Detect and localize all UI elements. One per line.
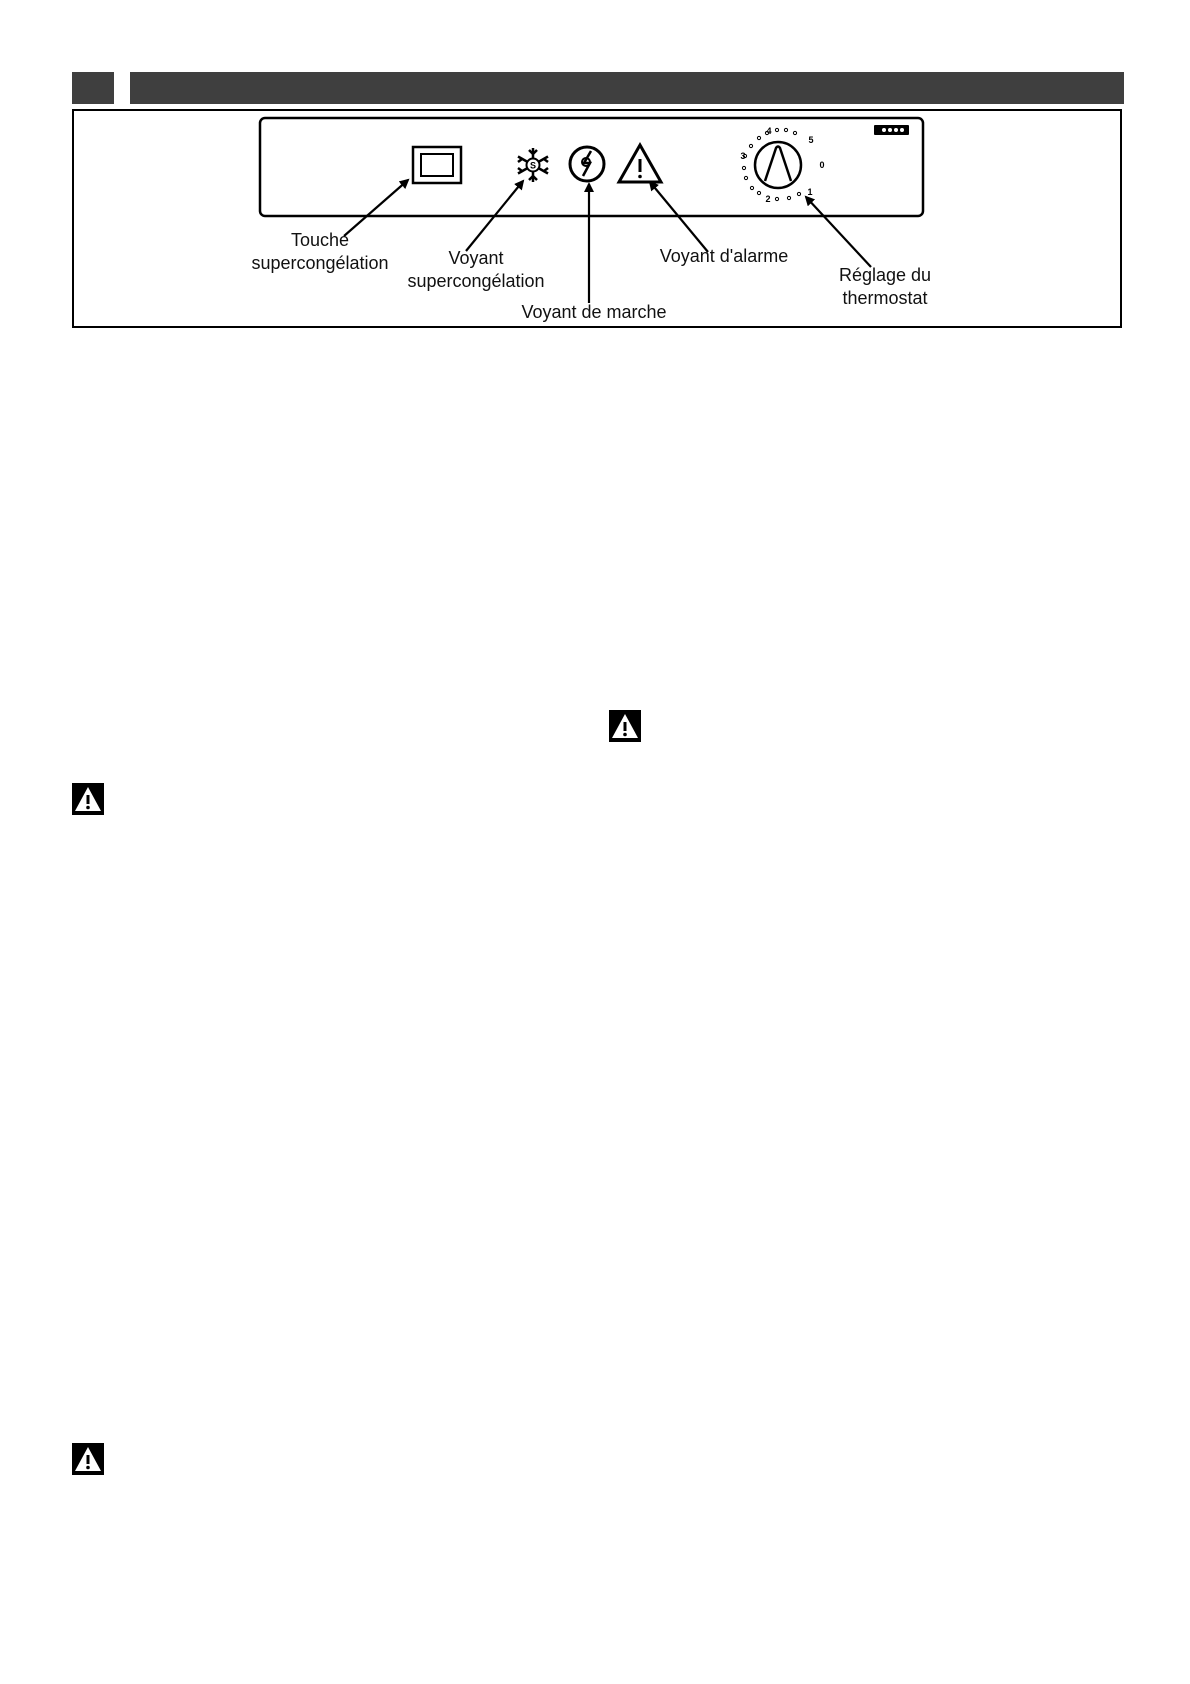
snowflake-icon xyxy=(518,148,548,182)
warning-triangle-icon xyxy=(72,783,104,815)
label-touche-supercongelation: Touche supercongélation xyxy=(251,230,389,273)
svg-text:5: 5 xyxy=(808,135,814,145)
control-panel-figure xyxy=(72,109,1122,328)
svg-text:4: 4 xyxy=(766,126,772,136)
svg-text:2: 2 xyxy=(765,194,771,204)
label-voyant-de-marche: Voyant de marche xyxy=(521,302,667,322)
arrow-touche xyxy=(344,180,408,236)
warning-triangle-icon xyxy=(609,710,641,742)
label-reglage-thermostat: Réglage du thermostat xyxy=(838,265,932,308)
header-block xyxy=(72,72,114,104)
supercongelation-button-icon xyxy=(413,147,461,183)
arrow-reglage xyxy=(806,197,871,267)
label-voyant-supercongelation: Voyant supercongélation xyxy=(407,248,545,291)
svg-text:S: S xyxy=(529,160,537,171)
alarm-triangle-icon xyxy=(619,145,661,182)
label-voyant-d-alarme: Voyant d'alarme xyxy=(659,246,789,266)
section-header-bar xyxy=(130,72,1124,104)
control-panel-diagram xyxy=(74,111,1120,326)
brand-badge-icon xyxy=(874,125,909,135)
svg-text:0: 0 xyxy=(819,160,825,170)
svg-text:1: 1 xyxy=(807,187,813,197)
svg-text:3: 3 xyxy=(740,151,746,161)
power-indicator-icon xyxy=(570,147,604,181)
warning-triangle-icon xyxy=(72,1443,104,1475)
thermostat-dial-icon xyxy=(740,126,824,204)
